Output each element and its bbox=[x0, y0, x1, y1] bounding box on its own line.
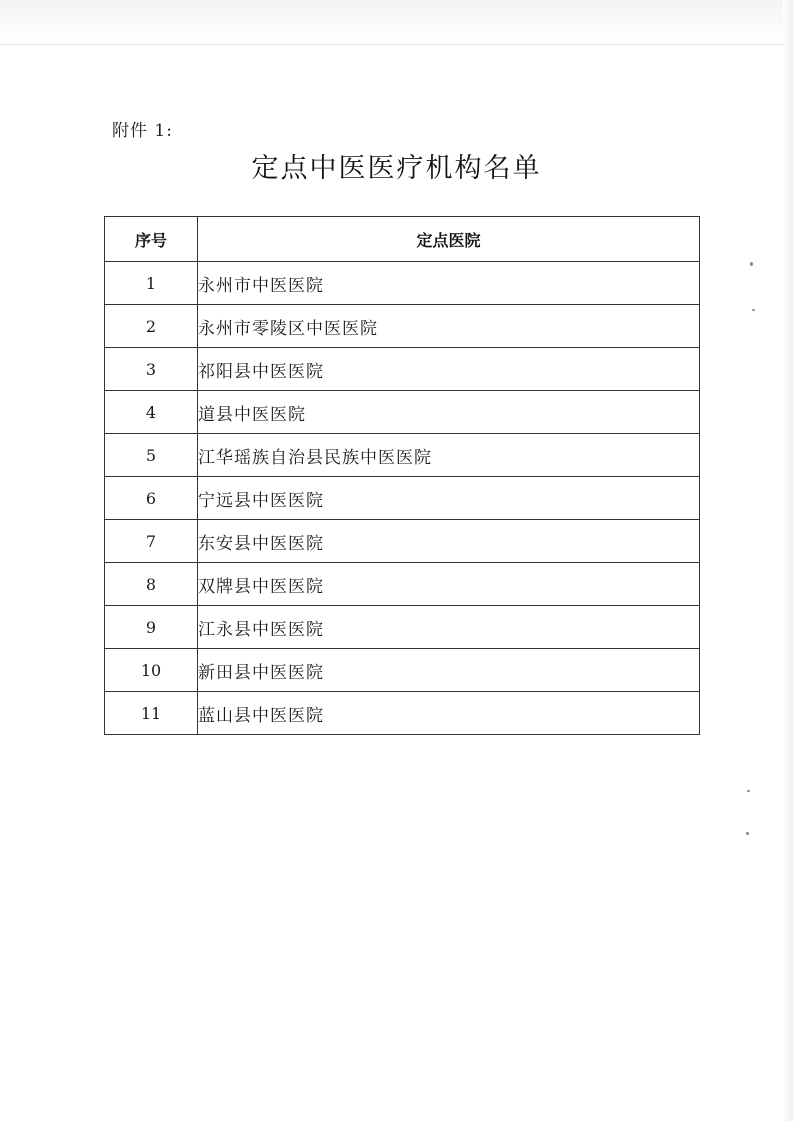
table-row bbox=[105, 649, 700, 692]
scan-top-edge bbox=[0, 0, 793, 45]
seq-cell: 1 bbox=[105, 262, 198, 305]
table-body bbox=[105, 262, 700, 735]
hospital-name-cell: 永州市中医医院 bbox=[198, 262, 700, 305]
hospital-name-cell: 江永县中医医院 bbox=[198, 606, 700, 649]
document-title: 定点中医医疗机构名单 bbox=[251, 153, 542, 184]
seq-cell: 8 bbox=[105, 563, 198, 606]
table-row bbox=[105, 520, 700, 563]
table-row bbox=[105, 391, 700, 434]
table-header-row bbox=[105, 217, 700, 262]
scan-speck bbox=[752, 309, 755, 311]
hospital-name-cell: 宁远县中医医院 bbox=[198, 477, 700, 520]
seq-cell: 9 bbox=[105, 606, 198, 649]
seq-cell: 3 bbox=[105, 348, 198, 391]
hospital-name-cell: 蓝山县中医医院 bbox=[198, 692, 700, 735]
table-row bbox=[105, 305, 700, 348]
hospital-name-cell: 江华瑶族自治县民族中医医院 bbox=[198, 434, 700, 477]
table-row bbox=[105, 606, 700, 649]
scan-speck bbox=[747, 790, 750, 792]
hospital-name-cell: 东安县中医医院 bbox=[198, 520, 700, 563]
table-row bbox=[105, 348, 700, 391]
hospital-name-cell: 道县中医医院 bbox=[198, 391, 700, 434]
table-row bbox=[105, 434, 700, 477]
table-row bbox=[105, 262, 700, 305]
attachment-label: 附件 1: bbox=[112, 121, 173, 141]
seq-cell: 6 bbox=[105, 477, 198, 520]
seq-cell: 10 bbox=[105, 649, 198, 692]
seq-column-header: 序号 bbox=[105, 217, 198, 262]
hospital-name-cell: 新田县中医医院 bbox=[198, 649, 700, 692]
seq-cell: 5 bbox=[105, 434, 198, 477]
seq-cell: 7 bbox=[105, 520, 198, 563]
table-row bbox=[105, 563, 700, 606]
scan-speck bbox=[750, 262, 753, 266]
table-row bbox=[105, 477, 700, 520]
seq-cell: 11 bbox=[105, 692, 198, 735]
hospital-column-header: 定点医院 bbox=[198, 217, 700, 262]
hospital-name-cell: 永州市零陵区中医医院 bbox=[198, 305, 700, 348]
scan-speck bbox=[746, 832, 749, 835]
seq-cell: 4 bbox=[105, 391, 198, 434]
hospital-name-cell: 祁阳县中医医院 bbox=[198, 348, 700, 391]
seq-cell: 2 bbox=[105, 305, 198, 348]
hospital-name-cell: 双牌县中医医院 bbox=[198, 563, 700, 606]
hospital-table bbox=[104, 216, 700, 735]
table-row bbox=[105, 692, 700, 735]
